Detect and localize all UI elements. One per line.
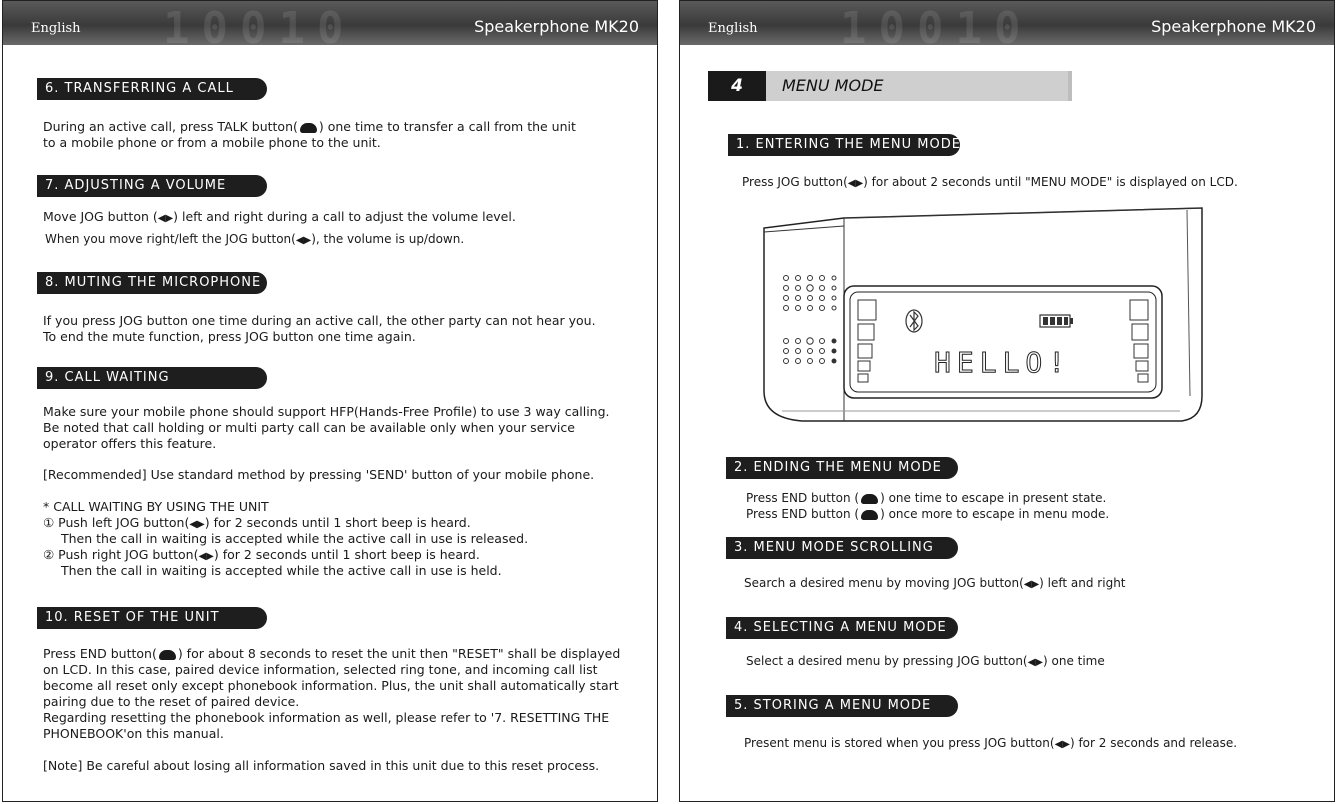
left-page	[2, 0, 658, 802]
section-text: become all reset only except phonebook information. Plus, the unit shall automatically start	[43, 678, 619, 693]
page-header	[3, 1, 657, 45]
section-heading-call-waiting: 9. CALL WAITING	[37, 367, 267, 389]
section-heading-storing-menu: 5. STORING A MENU MODE	[726, 695, 958, 717]
section-text: [Recommended] Use standard method by pressing 'SEND' button of your mobile phone.	[43, 467, 595, 482]
section-text: Be noted that call holding or multi party call can be available only when your service	[43, 420, 575, 435]
section-text: Press END button ( ) one time to escape in present state.	[746, 491, 1107, 505]
section-text: Then the call in waiting is accepted while the active call in use is held.	[61, 563, 502, 578]
section-heading-menu-scrolling: 3. MENU MODE SCROLLING	[726, 537, 958, 559]
chapter-title: MENU MODE	[782, 76, 884, 95]
section-text: [Note] Be careful about losing all information saved in this unit due to this reset process.	[43, 758, 600, 773]
jog-icon: ◀▶	[157, 213, 174, 224]
chapter-bar-edge	[1068, 71, 1072, 101]
header-language: English	[31, 21, 81, 36]
section-heading-muting-microphone: 8. MUTING THE MICROPHONE	[37, 272, 267, 294]
chapter-number: 4	[708, 71, 766, 101]
section-text: Search a desired menu by moving JOG button(◀▶) left and right	[744, 575, 1126, 594]
jog-icon: ◀▶	[295, 235, 312, 246]
section-text: Regarding resetting the phonebook information as well, please refer to '7. RESETTING THE	[43, 710, 610, 725]
battery-icon	[1040, 315, 1073, 327]
jog-icon: ◀▶	[189, 519, 205, 530]
jog-icon: ◀▶	[1027, 657, 1043, 668]
right-page	[679, 0, 1335, 802]
header-title: Speakerphone MK20	[474, 17, 639, 36]
section-text: When you move right/left the JOG button(◀▶), the volume is up/down.	[45, 231, 464, 250]
section-heading-reset: 10. RESET OF THE UNIT	[37, 607, 267, 629]
section-text: During an active call, press TALK button( ) one time to transfer a call from the unit	[43, 119, 576, 134]
end-icon	[861, 510, 878, 520]
section-text: Present menu is stored when you press JOG button(◀▶) for 2 seconds and release.	[744, 735, 1237, 754]
speakerphone-illustration	[762, 206, 1207, 434]
page-header	[680, 1, 1334, 45]
section-heading-selecting-menu: 4. SELECTING A MENU MODE	[726, 617, 958, 639]
jog-icon: ◀▶	[847, 178, 864, 189]
section-text: Press END button( ) for about 8 seconds to reset the unit then "RESET" shall be displayed	[43, 646, 621, 661]
talk-icon	[300, 123, 317, 133]
header-decoration: 10010	[840, 3, 1033, 45]
section-text: Press END button ( ) once more to escape in menu mode.	[746, 507, 1110, 521]
section-text: pairing due to the reset of paired device.	[43, 694, 300, 709]
section-text: To end the mute function, press JOG button one time again.	[43, 329, 416, 344]
header-language: English	[708, 21, 758, 36]
jog-icon: ◀▶	[1054, 739, 1070, 750]
section-text: operator offers this feature.	[43, 436, 217, 451]
header-title: Speakerphone MK20	[1151, 17, 1316, 36]
section-heading-transferring-call: 6. TRANSFERRING A CALL	[37, 78, 267, 100]
section-text: If you press JOG button one time during an active call, the other party can not hear you.	[43, 313, 596, 328]
section-text: * CALL WAITING BY USING THE UNIT	[43, 499, 269, 514]
section-text: to a mobile phone or from a mobile phone to the unit.	[43, 135, 381, 150]
end-icon	[861, 494, 878, 504]
header-decoration: 10010	[163, 3, 356, 45]
section-heading-entering-menu: 1. ENTERING THE MENU MODE	[728, 134, 960, 156]
end-icon	[159, 650, 176, 660]
section-text: Move JOG button (◀▶) left and right during a call to adjust the volume level.	[43, 209, 516, 228]
section-text: Make sure your mobile phone should support HFP(Hands-Free Profile) to use 3 way calling.	[43, 404, 610, 419]
section-text: Then the call in waiting is accepted while the active call in use is released.	[61, 531, 529, 546]
lcd-display-text: HELLO!	[934, 346, 1072, 379]
chapter-bar	[708, 71, 1068, 101]
section-text: ② Push right JOG button(◀▶) for 2 seconds until 1 short beep is heard.	[43, 547, 480, 566]
section-text: ① Push left JOG button(◀▶) for 2 seconds until 1 short beep is heard.	[43, 515, 471, 534]
section-text: Select a desired menu by pressing JOG button(◀▶) one time	[746, 653, 1105, 672]
section-text: on LCD. In this case, paired device information, selected ring tone, and incoming call list	[43, 662, 598, 677]
jog-icon: ◀▶	[1023, 579, 1040, 590]
jog-icon: ◀▶	[198, 551, 214, 562]
section-heading-adjusting-volume: 7. ADJUSTING A VOLUME	[37, 175, 267, 197]
section-text: Press JOG button(◀▶) for about 2 seconds until "MENU MODE" is displayed on LCD.	[742, 174, 1238, 193]
section-heading-ending-menu: 2. ENDING THE MENU MODE	[726, 457, 958, 479]
section-text: PHONEBOOK'on this manual.	[43, 726, 224, 741]
bluetooth-icon	[906, 310, 922, 332]
